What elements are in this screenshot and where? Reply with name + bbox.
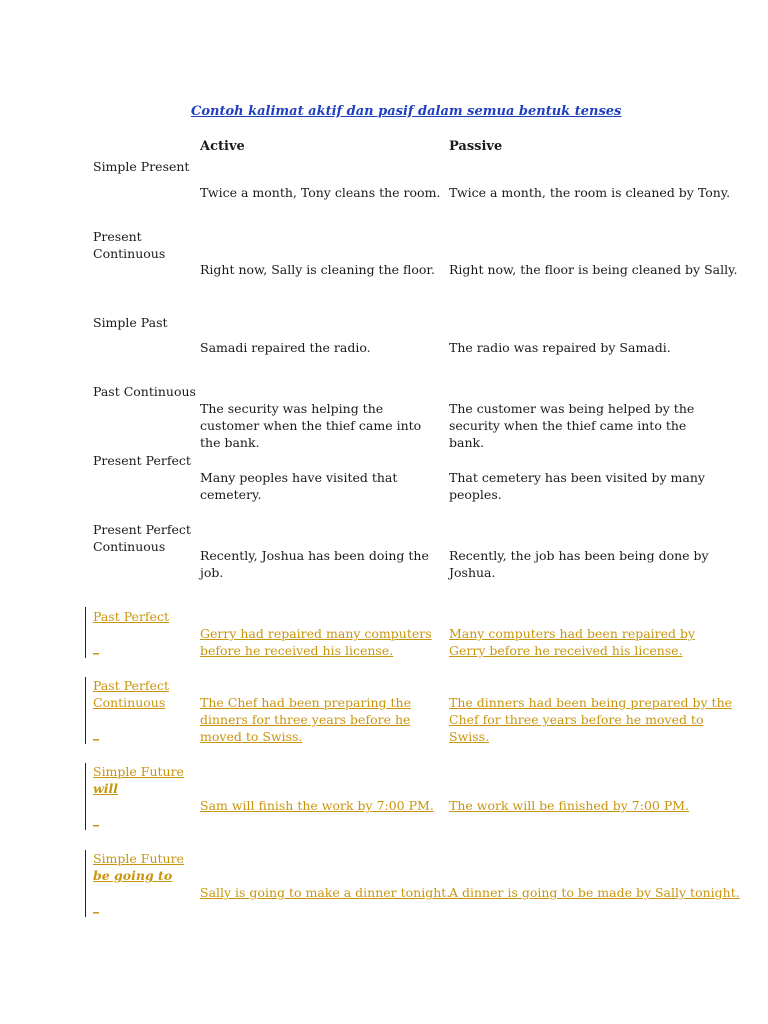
revision-mark: _: [93, 641, 99, 655]
row-active-simple-future-will: Sam will finish the work by 7:00 PM.: [200, 798, 434, 813]
row-passive-present-continuous: Right now, the floor is being cleaned by Sally.: [449, 262, 738, 277]
row-active-past-continuous: The security was helping the customer when the thief came into the bank.: [200, 401, 422, 450]
row-label-emphasis: will: [93, 781, 119, 796]
row-active-present-continuous: Right now, Sally is cleaning the floor.: [200, 262, 435, 277]
row-active-present-perfect-continuous: Recently, Joshua has been doing the job.: [200, 548, 429, 580]
row-label-simple-future-will: [93, 763, 198, 797]
row-label-past-perfect-continuous: Past Perfect Continuous: [93, 678, 169, 710]
row-label-present-perfect: Present Perfect: [93, 453, 191, 468]
revision-bar: [85, 677, 86, 744]
revision-bar: [85, 607, 86, 658]
row-passive-simple-past: The radio was repaired by Samadi.: [449, 340, 671, 355]
row-label-simple-present: Simple Present: [93, 159, 190, 174]
row-active-past-perfect-continuous: The Chef had been preparing the dinners for three years before he moved to Swiss.: [200, 695, 411, 744]
row-active-past-perfect: Gerry had repaired many computers before he received his license.: [200, 626, 432, 658]
header-passive: Passive: [449, 139, 503, 154]
row-active-simple-future-going-to: Sally is going to make a dinner tonight.: [200, 885, 451, 900]
revision-mark: _: [93, 727, 99, 741]
row-passive-present-perfect-continuous: Recently, the job has been being done by Joshua.: [449, 548, 709, 580]
row-active-simple-past: Samadi repaired the radio.: [200, 340, 371, 355]
header-active: Active: [200, 139, 245, 154]
row-label-past-perfect: Past Perfect: [93, 609, 169, 624]
row-passive-past-perfect: Many computers had been repaired by Gerry before he received his license.: [449, 626, 696, 658]
row-passive-present-perfect: That cemetery has been visited by many peoples.: [449, 470, 705, 502]
revision-bar: [85, 850, 86, 917]
row-passive-simple-future-will: The work will be finished by 7:00 PM.: [449, 798, 690, 813]
row-label-simple-past: Simple Past: [93, 315, 168, 330]
row-label-present-perfect-continuous: Present Perfect Continuous: [93, 522, 191, 554]
row-label-past-continuous: Past Continuous: [93, 384, 196, 399]
row-label-text: Simple Future: [93, 764, 184, 779]
row-label-emphasis: be going to: [93, 868, 173, 883]
revision-bar: [85, 763, 86, 830]
row-passive-simple-present: Twice a month, the room is cleaned by Tony.: [449, 185, 731, 200]
row-passive-past-perfect-continuous: The dinners had been being prepared by the Chef for three years before he moved to Swiss.: [449, 695, 733, 744]
row-active-simple-present: Twice a month, Tony cleans the room.: [200, 185, 441, 200]
row-label-text: Simple Future: [93, 851, 184, 866]
row-passive-simple-future-going-to: A dinner is going to be made by Sally tonight.: [449, 885, 740, 900]
document-title: Contoh kalimat aktif dan pasif dalam semua bentuk tenses: [191, 104, 622, 119]
row-label-simple-future-going-to: [93, 850, 198, 884]
row-active-present-perfect: Many peoples have visited that cemetery.: [200, 470, 398, 502]
revision-mark: _: [93, 900, 99, 914]
row-label-present-continuous: Present Continuous: [93, 229, 166, 261]
row-passive-past-continuous: The customer was being helped by the security when the thief came into the bank.: [449, 401, 695, 450]
revision-mark: _: [93, 813, 99, 827]
